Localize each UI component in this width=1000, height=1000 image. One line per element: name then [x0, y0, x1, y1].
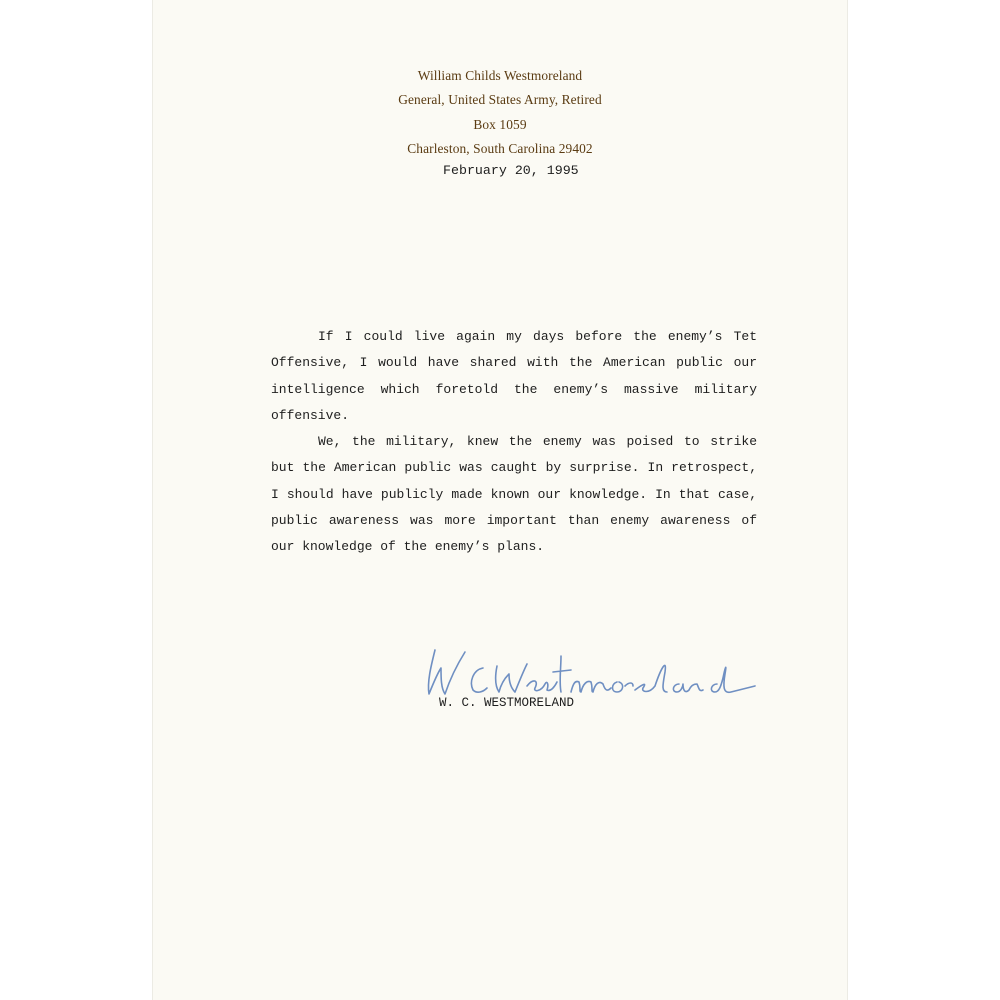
- letterhead: [153, 64, 847, 162]
- letter-body: [271, 324, 757, 561]
- body-paragraph-2: We, the military, knew the enemy was poised to strike but the American public was caught by surprise. In retrospect, I should have publicly made known our knowledge. In that case, public awareness was more important than enemy awareness of our knowledge of the enemy’s plans.: [271, 434, 757, 555]
- letterhead-title: General, United States Army, Retired: [398, 92, 602, 108]
- letterhead-box: Box 1059: [473, 116, 527, 132]
- letter-page: [153, 0, 847, 1000]
- letterhead-name: William Childs Westmoreland: [417, 68, 583, 83]
- typed-signature-name: W. C. WESTMORELAND: [439, 696, 575, 710]
- letterhead-city: Charleston, South Carolina 29402: [407, 141, 593, 157]
- letter-date: February 20, 1995: [443, 163, 579, 178]
- body-paragraph-1: If I could live again my days before the enemy’s Tet Offensive, I would have shared with the American public our intelligence which foretold the enemy’s massive military offensive.: [271, 329, 757, 423]
